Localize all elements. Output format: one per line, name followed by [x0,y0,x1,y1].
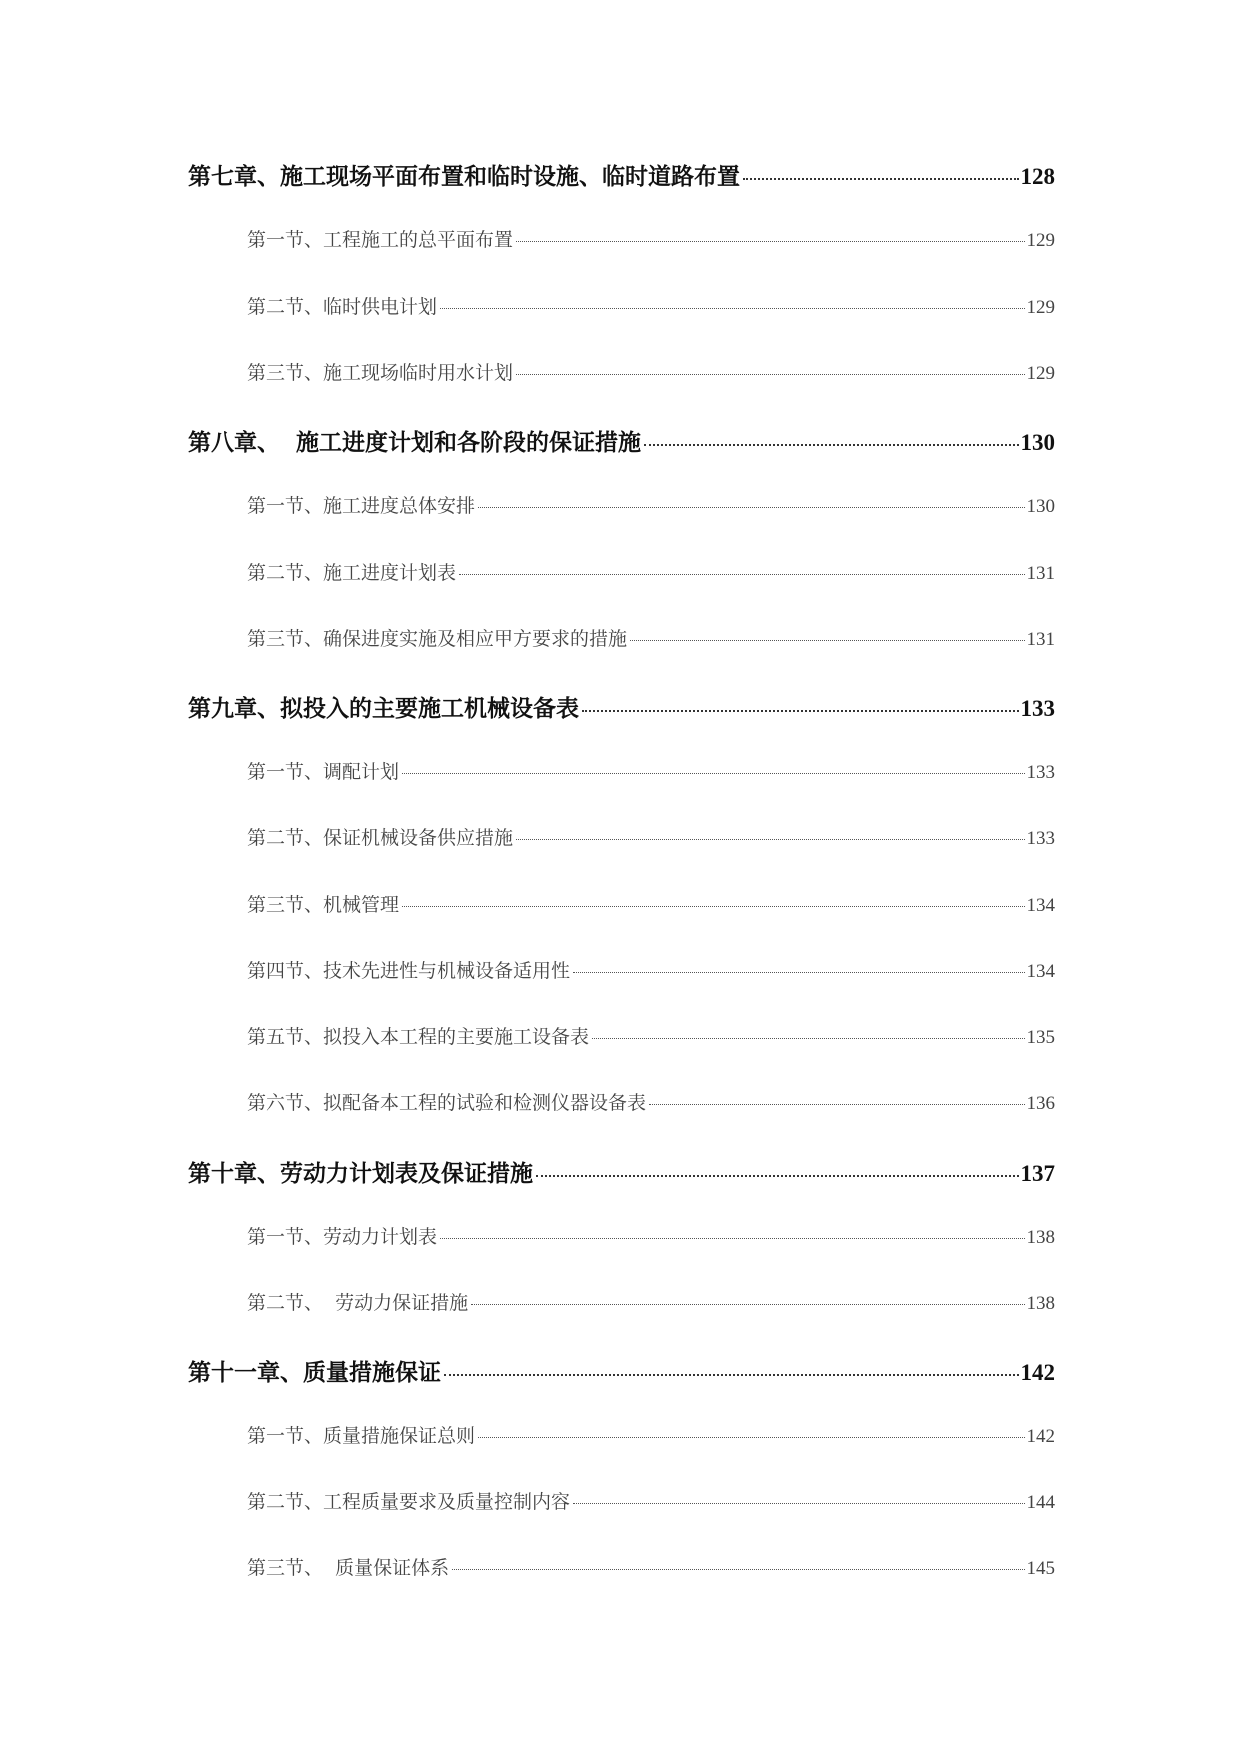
toc-entry-page: 133 [1020,696,1055,721]
toc-leader-dots [478,507,1024,508]
toc-chapter-7[interactable] [188,158,1055,191]
toc-chapter-11[interactable] [188,1354,1055,1387]
toc-entry-page: 134 [1026,961,1055,982]
toc-section[interactable] [247,624,1055,651]
toc-section[interactable] [247,358,1055,385]
toc-leader-dots [440,1238,1024,1239]
toc-entry-page: 142 [1026,1426,1055,1447]
toc-entry-title: 第七章、施工现场平面布置和临时设施、临时道路布置 [188,163,740,190]
toc-entry-page: 133 [1026,762,1055,783]
toc-section[interactable] [247,890,1055,917]
toc-chapter-9[interactable] [188,690,1055,723]
toc-entry-page: 145 [1026,1558,1055,1579]
toc-leader-dots [573,1503,1024,1504]
toc-section[interactable] [247,491,1055,518]
toc-entry-title: 第二节、保证机械设备供应措施 [247,827,514,849]
toc-leader-dots [452,1569,1024,1570]
toc-section[interactable] [247,292,1055,319]
toc-entry-page: 129 [1026,363,1055,384]
toc-entry-title: 第一节、质量措施保证总则 [247,1425,476,1447]
toc-leader-dots [444,1374,1019,1376]
toc-leader-dots [471,1304,1024,1305]
toc-entry-title: 第五节、拟投入本工程的主要施工设备表 [247,1026,590,1048]
toc-leader-dots [630,640,1024,641]
toc-leader-dots [516,839,1024,840]
toc-entry-title: 第三节、 质量保证体系 [247,1557,450,1579]
toc-entry-page: 130 [1020,430,1055,455]
toc-entry-title: 第三节、机械管理 [247,894,400,916]
toc-leader-dots [402,773,1024,774]
toc-entry-title: 第十章、劳动力计划表及保证措施 [188,1160,533,1187]
toc-leader-dots [743,178,1019,180]
toc-section[interactable] [247,757,1055,784]
toc-entry-page: 130 [1026,496,1055,517]
toc-entry-title: 第九章、拟投入的主要施工机械设备表 [188,695,579,722]
toc-section[interactable] [247,225,1055,252]
toc-section[interactable] [247,1022,1055,1049]
toc-section[interactable] [247,823,1055,850]
toc-leader-dots [573,972,1024,973]
toc-section[interactable] [247,1421,1055,1448]
toc-entry-page: 138 [1026,1293,1055,1314]
toc-chapter-10[interactable] [188,1155,1055,1188]
toc-entry-page: 142 [1020,1360,1055,1385]
toc-entry-title: 第十一章、质量措施保证 [188,1359,441,1386]
toc-section[interactable] [247,1288,1055,1315]
toc-leader-dots [516,374,1024,375]
toc-entry-title: 第四节、技术先进性与机械设备适用性 [247,960,571,982]
toc-entry-page: 133 [1026,828,1055,849]
toc-entry-page: 129 [1026,230,1055,251]
toc-chapter-8[interactable] [188,424,1055,457]
toc-entry-title: 第二节、施工进度计划表 [247,562,457,584]
toc-entry-page: 137 [1020,1161,1055,1186]
toc-section[interactable] [247,1088,1055,1115]
toc-entry-title: 第一节、调配计划 [247,761,400,783]
toc-entry-title: 第二节、临时供电计划 [247,296,438,318]
toc-entry-page: 131 [1026,563,1055,584]
toc-leader-dots [644,444,1018,446]
toc-leader-dots [516,241,1024,242]
toc-entry-page: 128 [1020,164,1055,189]
toc-section[interactable] [247,558,1055,585]
toc-entry-title: 第八章、 施工进度计划和各阶段的保证措施 [188,429,642,456]
toc-leader-dots [402,906,1024,907]
toc-entry-title: 第六节、拟配备本工程的试验和检测仪器设备表 [247,1092,647,1114]
toc-entry-page: 131 [1026,629,1055,650]
toc-entry-page: 129 [1026,297,1055,318]
toc-leader-dots [592,1038,1024,1039]
toc-entry-title: 第一节、施工进度总体安排 [247,495,476,517]
toc-entry-title: 第二节、 劳动力保证措施 [247,1292,469,1314]
toc-section[interactable] [247,956,1055,983]
toc-leader-dots [649,1104,1024,1105]
toc-entry-title: 第三节、确保进度实施及相应甲方要求的措施 [247,628,628,650]
toc-leader-dots [478,1437,1024,1438]
toc-entry-page: 134 [1026,895,1055,916]
toc-entry-title: 第三节、施工现场临时用水计划 [247,362,514,384]
toc-leader-dots [536,1175,1019,1177]
toc-section[interactable] [247,1222,1055,1249]
toc-entry-page: 138 [1026,1227,1055,1248]
toc-leader-dots [459,574,1024,575]
toc-leader-dots [440,308,1024,309]
toc-section[interactable] [247,1553,1055,1580]
toc-entry-title: 第一节、工程施工的总平面布置 [247,229,514,251]
toc-entry-page: 135 [1026,1027,1055,1048]
toc-entry-page: 136 [1026,1093,1055,1114]
toc-entry-title: 第一节、劳动力计划表 [247,1226,438,1248]
toc-entry-title: 第二节、工程质量要求及质量控制内容 [247,1491,571,1513]
toc-leader-dots [582,710,1019,712]
toc-section[interactable] [247,1487,1055,1514]
toc-entry-page: 144 [1026,1492,1055,1513]
